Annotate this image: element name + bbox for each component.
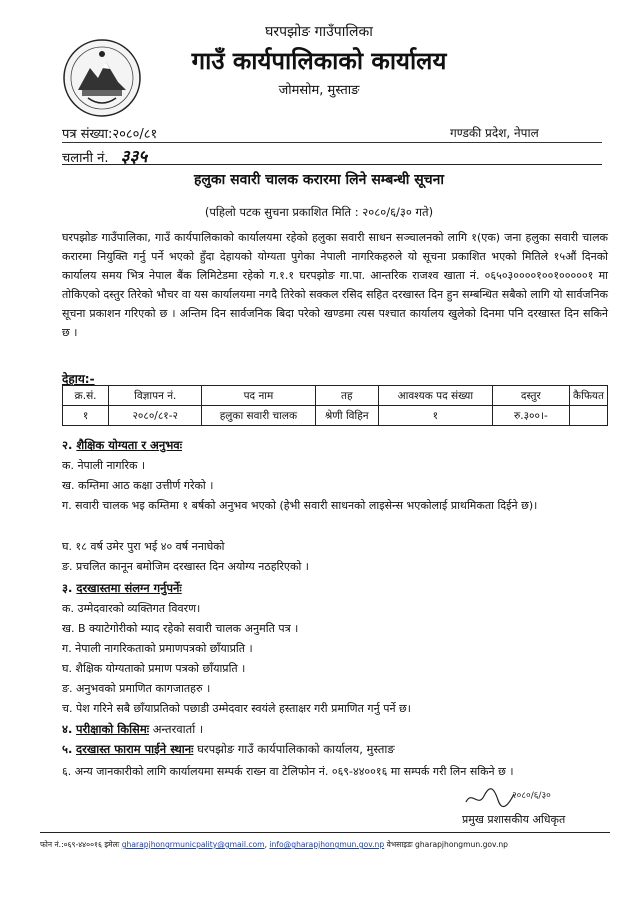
table-cell: १ bbox=[63, 406, 109, 426]
table-cell: श्रेणी विहिन bbox=[315, 406, 378, 426]
footer bbox=[40, 840, 610, 850]
notice-subtitle: (पहिलो पटक सुचना प्रकाशित मिति : २०८०/६/३० गते) bbox=[204, 205, 434, 219]
header-rule bbox=[62, 142, 602, 143]
section-title: शैक्षिक योग्यता र अनुभवः bbox=[76, 438, 183, 452]
section-number: ३. bbox=[62, 581, 73, 595]
section-number: २. bbox=[62, 438, 73, 452]
municipality-name: घरपझोङ गाउँपालिका bbox=[265, 24, 373, 40]
notice-title: हलुका सवारी चालक करारमा लिने सम्बन्धी सूचना bbox=[193, 172, 445, 188]
form-location-line bbox=[62, 742, 395, 757]
table-cell: १ bbox=[378, 406, 492, 426]
qualification-item: घ. १८ वर्ष उमेर पुरा भई ४० वर्ष ननाघेको bbox=[62, 540, 225, 553]
table-header: क्र.सं. bbox=[63, 386, 109, 406]
office-name: गाउँ कार्यपालिकाको कार्यालय bbox=[191, 47, 447, 75]
table-header: दस्तुर bbox=[492, 386, 569, 406]
footer-email-link[interactable]: gharapjhongrmunicpality@gmail.com bbox=[121, 840, 265, 849]
qualification-item: ग. सवारी चालक भइ कम्तिमा १ बर्षको अनुभव भएको (हेभी सवारी साधनको लाइसेन्स भएकोलाई प्राथमिकता दिईने छ)। bbox=[62, 499, 538, 512]
attachment-item: क. उम्मेदवारको व्यक्तिगत विवरण। bbox=[62, 602, 201, 615]
table-header: तह bbox=[315, 386, 378, 406]
dispatch-value: ३३५ bbox=[120, 147, 148, 167]
dispatch-label: चलानी नं. bbox=[62, 151, 109, 166]
table-cell: हलुका सवारी चालक bbox=[202, 406, 315, 426]
footer-phone: फोन नं.:०६९-४४००१६ इमेलः bbox=[40, 840, 120, 849]
vacancy-table bbox=[62, 385, 608, 426]
footer-separator: , bbox=[264, 840, 267, 849]
attachments-heading bbox=[62, 581, 182, 596]
table-header-row bbox=[63, 386, 608, 406]
letter-number: पत्र संख्या:२०८०/८१ bbox=[62, 127, 158, 142]
contact-info: ६. अन्य जानकारीको लागि कार्यालयमा सम्पर्क राख्न वा टेलिफोन नं. ०६९-४४००१६ मा सम्पर्क गरी लिन सकिने छ । bbox=[62, 765, 514, 778]
table-header: पद नाम bbox=[202, 386, 315, 406]
attachment-item: ङ. अनुभवको प्रमाणित कागजातहरु । bbox=[62, 682, 211, 695]
qualification-heading bbox=[62, 438, 182, 453]
section-title: दरखास्त फाराम पाईने स्थानः bbox=[76, 742, 194, 756]
qualification-item: ङ. प्रचलित कानून बमोजिम दरखास्त दिन अयोग्य नठहरिएको । bbox=[62, 560, 309, 573]
header-rule-bottom bbox=[62, 164, 602, 165]
footer-email-link[interactable]: info@gharapjhongmun.gov.np bbox=[269, 840, 385, 849]
signature-date: २०८०/६/३० bbox=[512, 791, 551, 801]
details-label: देहाय:- bbox=[62, 372, 95, 386]
attachment-item: घ. शैक्षिक योग्यताको प्रमाण पत्रको छाँयाप्रति । bbox=[62, 662, 246, 675]
qualification-item: ख. कम्तिमा आठ कक्षा उत्तीर्ण गरेको । bbox=[62, 479, 214, 492]
signatory-title: प्रमुख प्रशासकीय अधिकृत bbox=[462, 813, 566, 826]
notice-body: घरपझोङ गाउँपालिका, गाउँ कार्यपालिकाको कार्यालयमा रहेको हलुका सवारी साधन सञ्चालनको लागि १(एक) जना हलुका सवारी चालक करारमा नियुक्ति गर्नु पर्ने भएको हुँदा देहायको योग्यता पुगेका नेपाली नागरिकहरुले यो सूचना प्रकाशित भएको मितिले १५औं दिनको कार्यालय समय भित्र नेपाल बैंक लिमिटेडमा रहेको ग.१.१ घरपझोङ गा.पा. आन्तरिक राजश्व खाता नं. ०६५०३००००१००१०००००१ मा तोकिएको दस्तुर तिरेको भौचर वा यस कार्यालयमा नगदै तिरेको सक्कल रसिद सहित दरखास्त दिन हुन सम्बन्धित सबैको लागि यो सार्वजनिक सूचना प्रकाशन गरिएको छ । अन्तिम दिन सार्वजनिक बिदा परेको खण्डमा त्यस पश्चात कार्यालय खुलेको दिनमा पनि दरखास्त दिन सकिने छ । bbox=[62, 231, 608, 339]
table-cell bbox=[570, 406, 608, 426]
province-name: गण्डकी प्रदेश, नेपाल bbox=[450, 126, 539, 140]
footer-website[interactable]: gharapjhongmun.gov.np bbox=[415, 840, 508, 849]
section-title: परीक्षाको किसिमः bbox=[76, 722, 150, 736]
signature-icon bbox=[462, 782, 552, 810]
table-header: आवश्यक पद संख्या bbox=[378, 386, 492, 406]
attachment-item: च. पेश गरिने सबै छाँयाप्रतिको पछाडी उम्मेदवार स्वयंले हस्ताक्षर गरी प्रमाणित गर्नु पर्ने छ। bbox=[62, 702, 411, 715]
qualification-item: क. नेपाली नागरिक । bbox=[62, 459, 146, 472]
office-location: जोमसोम, मुस्ताङ bbox=[278, 83, 360, 98]
form-location: घरपझोङ गाउँ कार्यपालिकाको कार्यालय, मुस्ताङ bbox=[197, 742, 395, 756]
attachment-item: ग. नेपाली नागरिकताको प्रमाणपत्रको छाँयाप्रति । bbox=[62, 642, 253, 655]
exam-type: अन्तरवार्ता । bbox=[152, 722, 204, 736]
section-number: ४. bbox=[62, 722, 73, 736]
table-cell: २०८०/८१-२ bbox=[109, 406, 202, 426]
footer-web-label: वेभसाइडः bbox=[386, 840, 413, 849]
table-header: विज्ञापन नं. bbox=[109, 386, 202, 406]
table-cell: रु.३००।- bbox=[492, 406, 569, 426]
table-row bbox=[63, 406, 608, 426]
table-header: कैफियत bbox=[570, 386, 608, 406]
section-number: ५. bbox=[62, 742, 73, 756]
exam-line bbox=[62, 722, 203, 737]
section-title: दरखास्तमा संलग्न गर्नुपर्नेः bbox=[76, 581, 182, 595]
footer-rule bbox=[40, 832, 610, 833]
attachment-item: ख. B क्याटेगोरीको म्याद रहेको सवारी चालक अनुमति पत्र । bbox=[62, 622, 299, 635]
